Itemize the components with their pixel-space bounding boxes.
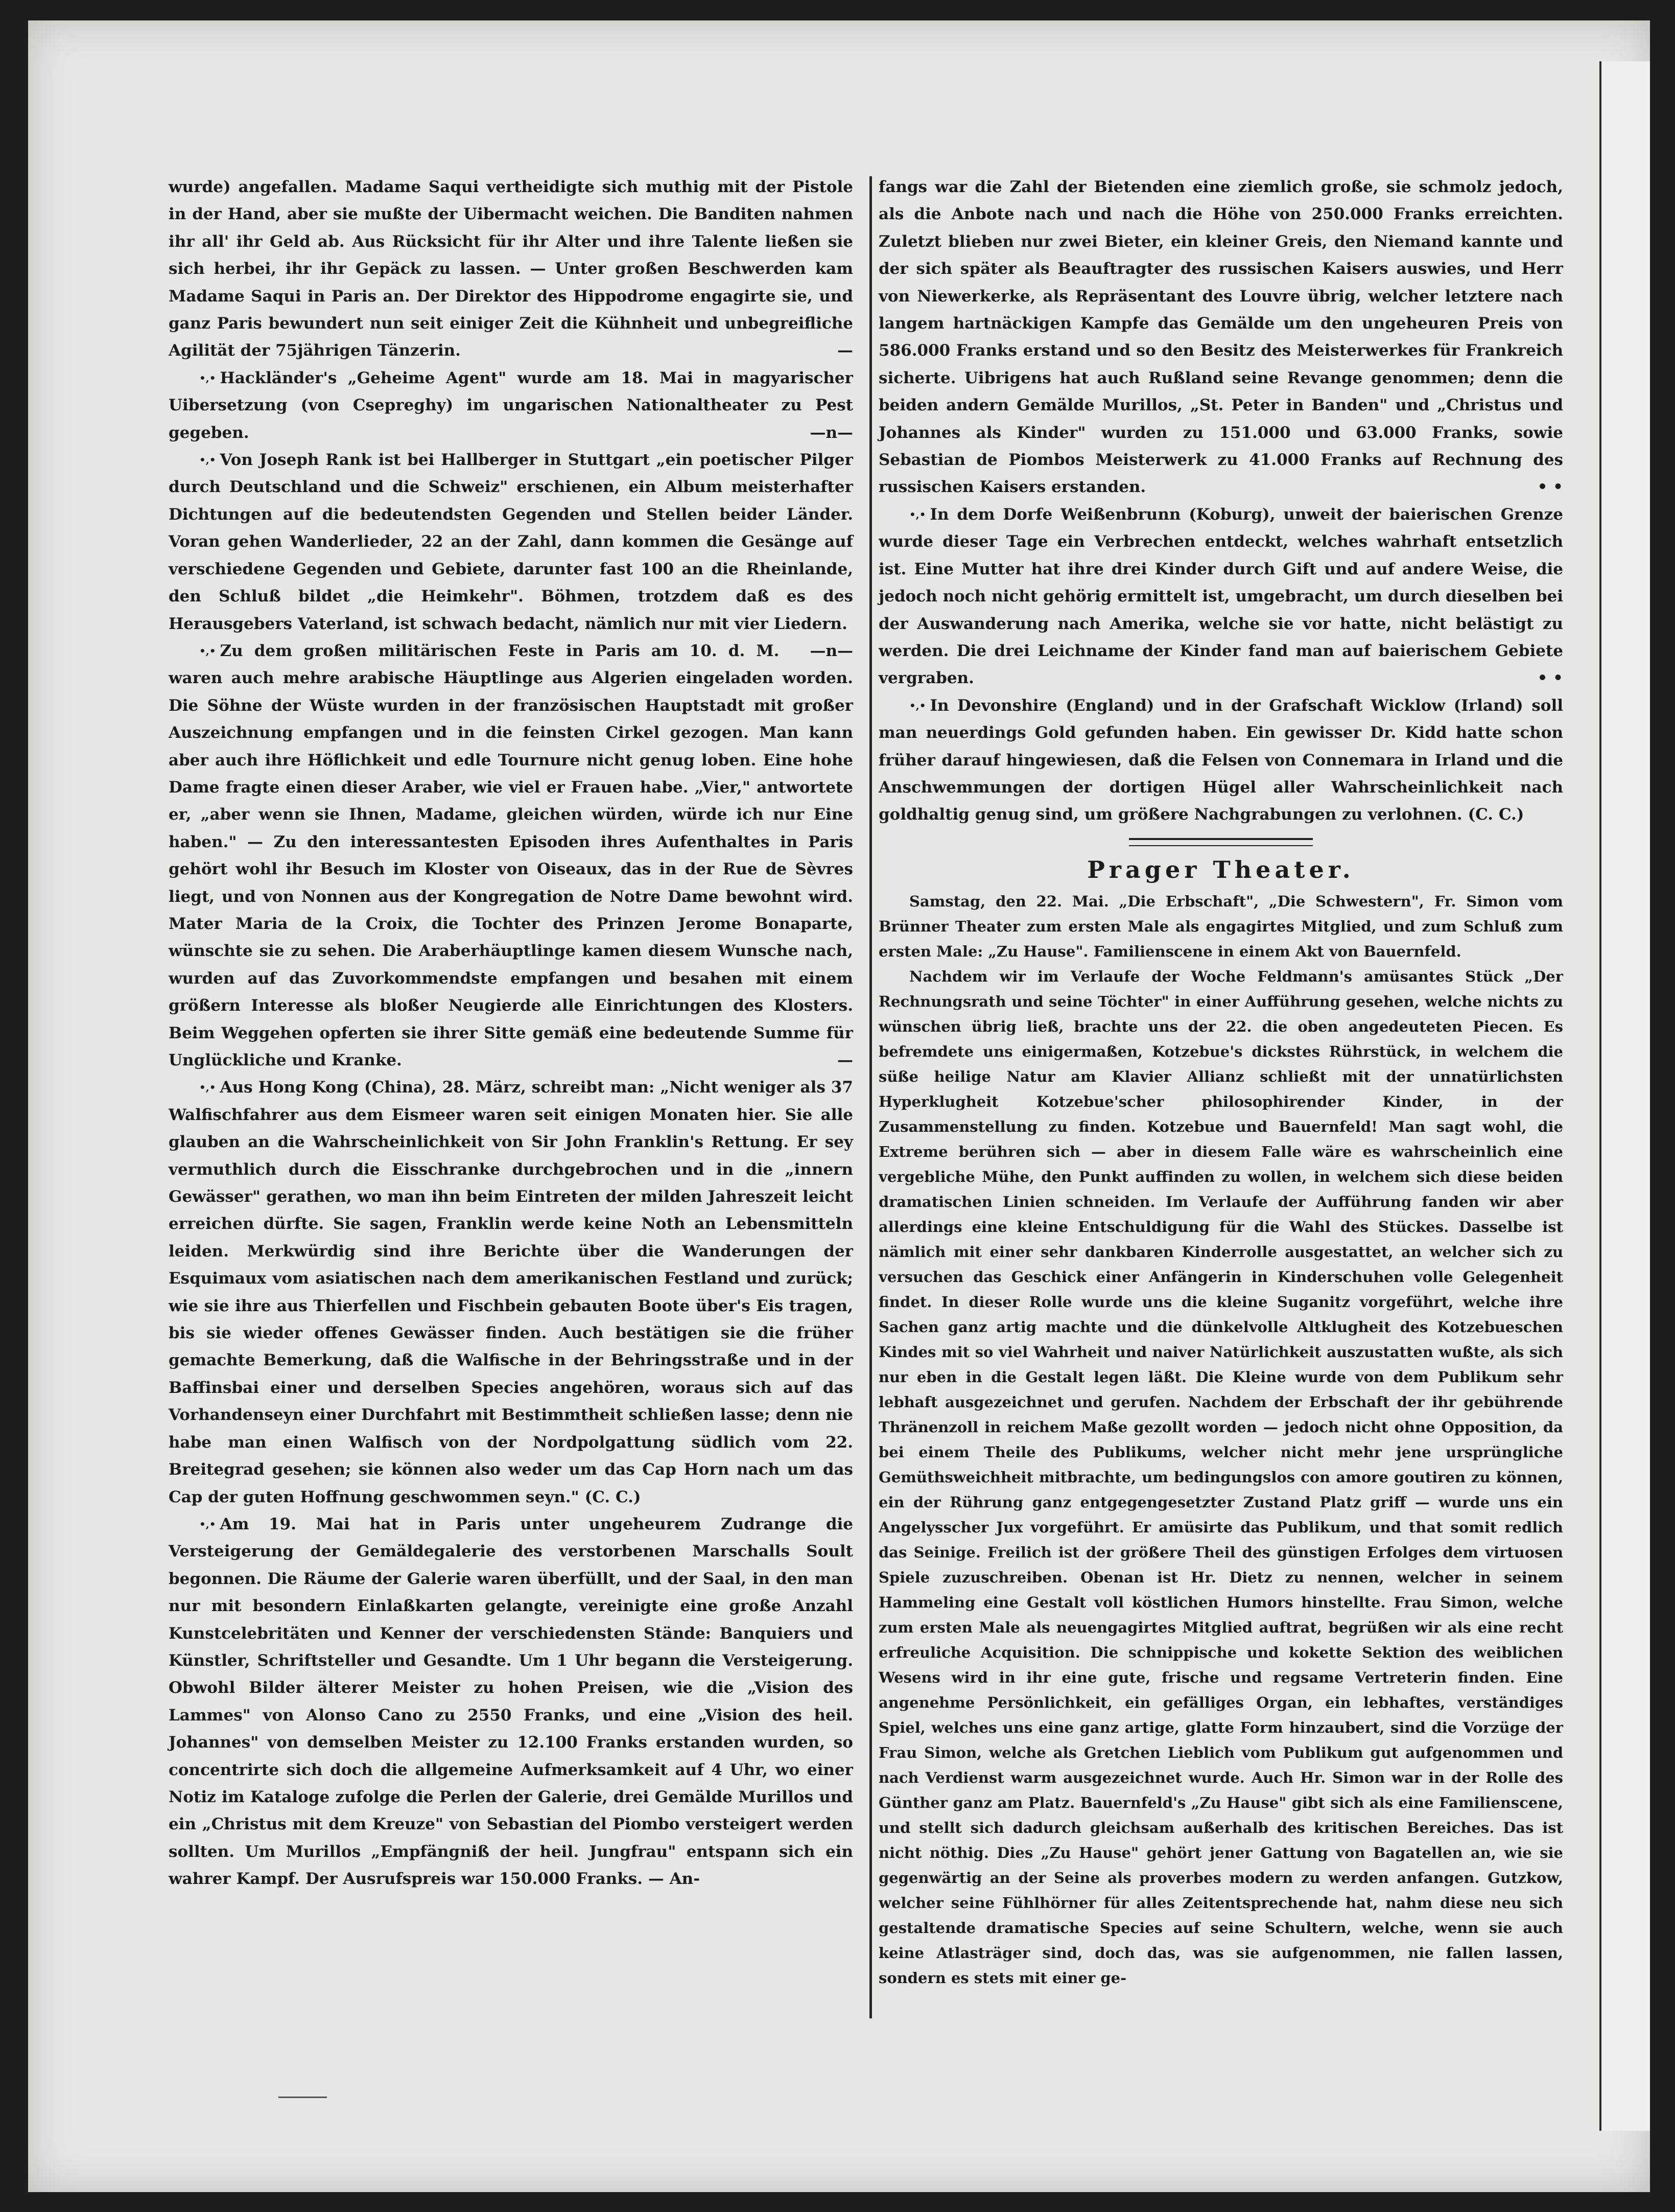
article-hacklaender: •,• Hackländer's „Geheime Agent" wurde am 18. Mai in magyarischer Uibersetzung (von Csepreghy) im ungarischen Nationaltheater zu Pest gegeben. —n— [169,368,853,442]
article-saqui-end: wurde) angefallen. Madame Saqui vertheidigte sich muthig mit der Pistole in der Hand, aber sie mußte der Uibermacht weichen. Die Banditen nahmen ihr all' ihr Geld ab. Aus Rücksicht für ihr Alter und ihre Talente ließen sie sich herbei, ihr ihr Gepäck zu lassen. — Unter großen Beschwerden kam Madame Saqui in Paris an. Der Direktor des Hippodrome engagirte sie, und ganz Paris bewundert nun seit einiger Zeit die Kühnheit und unbegreifliche Agilität der 75jährigen Tänzerin. — [169,178,853,360]
section-separator [1129,838,1313,846]
next-page-edge [1599,61,1650,2131]
left-column [169,174,853,1893]
footer-mark [278,2097,327,2098]
theatre-review [879,889,1563,1991]
article-soult-auction-cont: fangs war die Zahl der Bietenden eine ziemlich große, sie schmolz jedoch, als die Anbote nach und nach die Höhe von 250.000 Franks erreichten. Zuletzt blieben nur zwei Bieter, ein kleiner Greis, den Niemand kannte und der sich später als Beauftragter des russischen Kaisers auswies, und Herr von Niewerkerke, als Repräsentant des Louvre übrig, welcher letztere nach langem hartnäckigen Kampfe das Gemälde um den ungeheuren Preis von 586.000 Franks erstand und so den Besitz des Meisterwerkes für Frankreich sicherte. Uibrigens hat auch Rußland seine Revange genommen; denn die beiden andern Gemälde Murillos, „St. Peter in Banden" und „Christus und Johannes als Kinder" wurden zu 151.000 und 63.000 Franks, sowie Sebastian de Piombos Meisterwerk zu 41.000 Franks auf Rechnung des russischen Kaisers erstanden. • • [879,178,1563,497]
article-weissenbrunn: •,• In dem Dorfe Weißenbrunn (Koburg), unweit der baierischen Grenze wurde dieser Tage ein Verbrechen entdeckt, welches wahrhaft entsetzlich ist. Eine Mutter hat ihre drei Kinder durch Gift und auf andere Weise, die jedoch noch nicht gehörig ermittelt ist, umgebracht, um durch dieselben bei der Auswanderung nach Amerika, welche sie vor hatte, nicht belästigt zu werden. Die drei Leichname der Kinder fand man auf baierischem Gebiete vergraben. • • [879,505,1563,688]
article-hong-kong: •,• Aus Hong Kong (China), 28. März, schreibt man: „Nicht weniger als 37 Walfischfahrer aus dem Eismeer waren seit einigen Monaten hier. Sie alle glauben an die Wahrscheinlichkeit von Sir John Franklin's Rettung. Er sey vermuthlich durch die Eisschranke durchgebrochen und in die „innern Gewässer" gerathen, wo man ihn beim Eintreten der milden Jahreszeit leicht erreichen dürfte. Sie sagen, Franklin werde keine Noth an Lebensmitteln leiden. Merkwürdig sind ihre Berichte über die Wanderungen der Esquimaux vom asiatischen nach dem amerikanischen Festland und zurück; wie sie ihre aus Thierfellen und Fischbein gebauten Boote über's Eis tragen, bis sie wieder offenes Gewässer finden. Auch bestätigen sie die früher gemachte Bemerkung, daß die Walfische in der Behringsstraße und in der Baffinsbai einer und derselben Species angehören, woraus sich auf das Vorhandenseyn einer Durchfahrt mit Bestimmtheit schließen lasse; denn nie habe man einen Walfisch von der Nordpolgattung südlich vom 22. Breitegrad gesehen; sie können also weder um das Cap Horn nach um das Cap der guten Hoffnung geschwommen seyn." (C. C.) [169,1078,853,1506]
theatre-review-body: Nachdem wir im Verlaufe der Woche Feldmann's amüsantes Stück „Der Rechnungsrath und seine Töchter" in einer Aufführung gesehen, welche nichts zu wünschen übrig ließ, brachte uns der 22. die oben angedeuteten Piecen. Es befremdete uns einigermaßen, Kotzebue's dickstes Rührstück, in welchem die süße heilige Natur am Klavier Allianz schließt mit der unnatürlichsten Hyperklugheit Kotzebue'scher philosophirender Kinder, in der Zusammenstellung zu finden. Kotzebue und Bauernfeld! Man sagt wohl, die Extreme berühren sich — aber in diesem Falle wäre es wahrscheinlich eine vergebliche Mühe, den Punkt auffinden zu wollen, in welchem sich diese beiden dramatischen Linien schneiden. Im Verlaufe der Aufführung fanden wir aber allerdings eine kleine Entschuldigung für die Wahl des Stückes. Dasselbe ist nämlich mit einer sehr dankbaren Kinderrolle ausgestattet, an welcher sich zu versuchen das Geschick einer Anfängerin in Kinderschuhen volle Gelegenheit findet. In dieser Rolle wurde uns die kleine Suganitz vorgeführt, welche ihre Sachen ganz artig machte und die dünkelvolle Altklugheit des Kotzebueschen Kindes mit so viel Wahrheit und naiver Natürlichkeit auszustatten wußte, als sich nur eben in die Gestalt legen läßt. Die Kleine wurde von dem Publikum sehr lebhaft ausgezeichnet und gerufen. Nachdem der Erbschaft der ihr gebührende Thränenzoll in reichem Maße gezollt worden — jedoch nicht ohne Opposition, da bei einem Theile des Publikums, welcher nicht mehr jene ursprüngliche Gemüthsweichheit mitbrachte, um bedingungslos con amore goutiren zu können, ein der Rührung ganz entgegengesetzter Zustand Platz griff — wurde uns ein Angelysscher Jux vorgeführt. Er amüsirte das Publikum, und that somit redlich das Seinige. Freilich ist der größere Theil des günstigen Erfolges dem virtuosen Spiele zuzuschreiben. Obenan ist Hr. Dietz zu nennen, welcher in seinem Hammeling eine Gestalt voll köstlichen Humors hinstellte. Frau Simon, welche zum ersten Male als neuengagirtes Mitglied auftrat, begrüßen wir als eine recht erfreuliche Acquisition. Die schnippische und kokette Sektion des weiblichen Wesens wird in ihr eine gute, frische und regsame Vertreterin finden. Eine angenehme Persönlichkeit, ein gefälliges Organ, ein lebhaftes, verständiges Spiel, welches uns eine ganz artige, glatte Form hinzaubert, sind die Vorzüge der Frau Simon, welche als Gretchen Lieblich vom Publikum gut aufgenommen und nach Verdienst warm ausgezeichnet wurde. Auch Hr. Simon war in der Rolle des Günther ganz am Platz. Bauernfeld's „Zu Hause" gibt sich als eine Familienscene, und stellt sich dadurch gleichsam außerhalb des kritischen Bereiches. Das ist nicht nöthig. Dies „Zu Hause" gehört jener Gattung von Bagatellen an, wie sie gegenwärtig an der Seine als proverbes modern zu werden anfangen. Gutzkow, welcher seine Fühlhörner für alles Zeitentsprechende hat, nahm diese neu sich gestaltende dramatische Species auf seine Schultern, welche, wenn sie auch keine Atlasträger sind, doch das, was sie aufgenommen, nie fallen lassen, sondern es stets mit einer ge- [879,967,1563,1987]
section-title: Prager Theater. [1087,855,1355,883]
right-column [879,174,1563,1991]
theatre-program: Samstag, den 22. Mai. „Die Erbschaft", „Die Schwestern", Fr. Simon vom Brünner Theater zum ersten Male als engagirtes Mitglied, und zum Schluß zum ersten Male: „Zu Hause". Familienscene in einem Akt von Bauernfeld. [879,892,1563,960]
article-gold-devonshire: •,• In Devonshire (England) und in der Grafschaft Wicklow (Irland) soll man neuerdings Gold gefunden haben. Ein gewisser Dr. Kidd hatte schon früher darauf hingewiesen, daß die Felsen von Connemara in Irland und die Anschwemmungen der dortigen Hügel aller Wahrscheinlichkeit nach goldhaltig genug sind, um größere Nachgrabungen zu verlohnen. (C. C.) [879,696,1563,824]
column-divider [869,176,872,2018]
article-soult-auction: •,• Am 19. Mai hat in Paris unter ungeheurem Zudrange die Versteigerung der Gemäldegalerie des verstorbenen Marschalls Soult begonnen. Die Räume der Galerie waren überfüllt, und der Saal, in den man nur mit besondern Einlaßkarten gelangte, vereinigte eine große Anzahl Kunstcelebritäten und Kenner der verschiedensten Stände: Banquiers und Künstler, Schriftsteller und Gesandte. Um 1 Uhr begann die Versteigerung. Obwohl Bilder älterer Meister zu hohen Preisen, wie die „Vision des Lammes" von Alonso Cano zu 2550 Franks, und eine „Vision des heil. Johannes" von demselben Meister zu 12.100 Franks erstanden wurden, so concentrirte sich doch die allgemeine Aufmerksamkeit auf 4 Uhr, wo einer Notiz im Kataloge zufolge die Perlen der Galerie, drei Gemälde Murillos und ein „Christus mit dem Kreuze" von Sebastian del Piombo versteigert werden sollten. Um Murillos „Empfängniß der heil. Jungfrau" entspann sich ein wahrer Kampf. Der Ausrufspreis war 150.000 Franks. — An- [169,1515,853,1889]
article-arab-chiefs: •,• Zu dem großen militärischen Feste in Paris am 10. d. M. waren auch mehre arabische Häuptlinge aus Algerien eingeladen worden. Die Söhne der Wüste wurden in der französischen Hauptstadt mit großer Auszeichnung empfangen und in die feinsten Cirkel gezogen. Man kann aber auch ihre Höflichkeit und edle Tournure nicht genug loben. Eine hohe Dame fragte einen dieser Araber, wie viel er Frauen habe. „Vier," antwortete er, „aber wenn sie Ihnen, Madame, gleichen würden, würde ich nur Eine haben." — Zu den interessantesten Episoden ihres Aufenthaltes in Paris gehört wohl ihr Besuch im Kloster von Oiseaux, das in der Rue de Sèvres liegt, und von Nonnen aus der Kongregation de Notre Dame bewohnt wird. Mater Maria de la Croix, die Tochter des Prinzen Jerome Bonaparte, wünschte sie zu sehen. Die Araberhäuptlinge kamen diesem Wunsche nach, wurden auf das Zuvorkommendste empfangen und besahen mit einem größern Interesse als bloßer Neugierde alle Einrichtungen des Klosters. Beim Weggehen opferten sie ihrer Sitte gemäß eine bedeutende Summe für Unglückliche und Kranke. — [169,641,853,1069]
article-rank-pilger: •,• Von Joseph Rank ist bei Hallberger in Stuttgart „ein poetischer Pilger durch Deutschland und die Schweiz" erschienen, ein Album meisterhafter Dichtungen auf die bedeutendsten Gegenden und Stellen beider Länder. Voran gehen Wanderlieder, 22 an der Zahl, dann kommen die Gesänge auf verschiedene Gegenden und Gebiete, darunter fast 100 an die Rheinlande, den Schluß bildet „die Heimkehr". Böhmen, trotzdem daß es des Herausgebers Vaterland, ist schwach bedacht, nämlich nur mit vier Liedern. —n— [169,451,853,660]
